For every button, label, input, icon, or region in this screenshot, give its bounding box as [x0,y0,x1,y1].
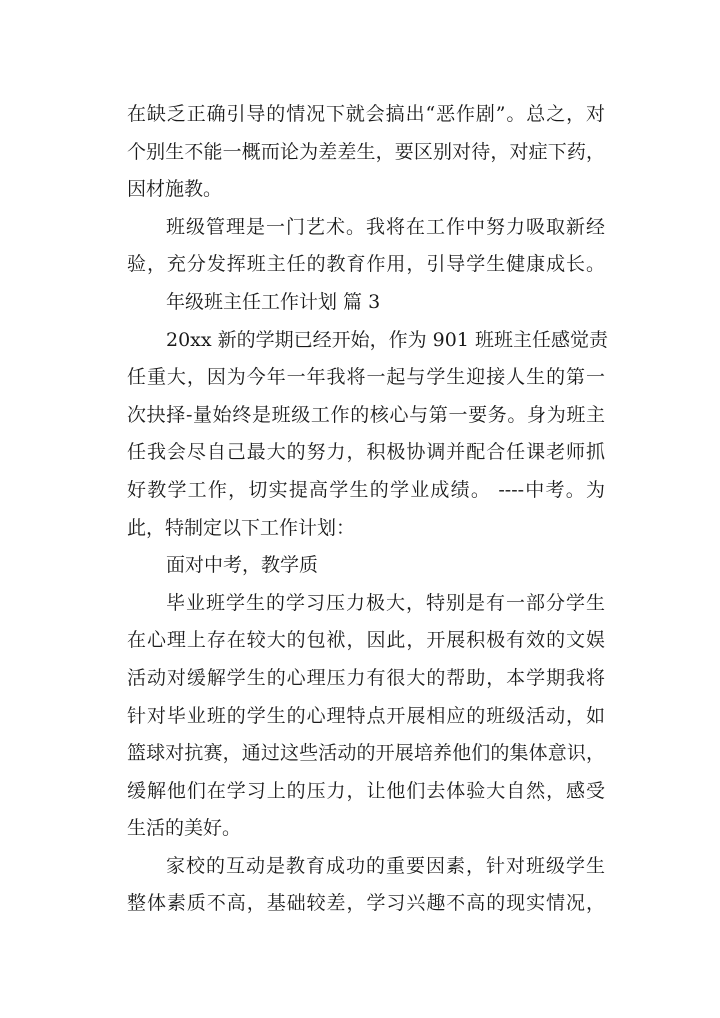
text-line: 此，特制定以下工作计划： [127,516,356,539]
text-line: 个别生不能一概而论为差差生，要区别对待，对症下药， [127,140,605,163]
text-line: 任重大，因为今年一年我将一起与学生迎接人生的第一 [127,366,605,389]
text-line: 面对中考，教学质 [166,554,319,577]
text-line: 在缺乏正确引导的情况下就会搞出“恶作剧”。总之，对 [127,103,605,125]
text-line: 篮球对抗赛，通过这些活动的开展培养他们的集体意识， [127,742,605,765]
text-line: 验，充分发挥班主任的教育作用，引导学生健康成长。 [127,253,605,276]
document-body [127,96,608,923]
text-line: 活动对缓解学生的心理压力有很大的帮助，本学期我将 [127,666,605,689]
text-line: 生活的美好。 [127,817,242,840]
text-line: 20xx 新的学期已经开始，作为 901 班班主任感觉责 [166,328,608,351]
text-line: 次抉择-量始终是班级工作的核心与第一要务。身为班主 [127,403,605,426]
text-line: 因材施教。 [127,178,223,201]
text-line: 缓解他们在学习上的压力，让他们去体验大自然，感受 [127,779,605,802]
text-line: 家校的互动是教育成功的重要因素，针对班级学生 [166,854,605,877]
text-line: 好教学工作，切实提高学生的学业成绩。 ----中考。为 [127,478,605,501]
text-line: 整体素质不高，基础较差，学习兴趣不高的现实情况， [127,892,605,915]
text-line: 班级管理是一门艺术。我将在工作中努力吸取新经 [166,215,605,238]
section-heading: 年级班主任工作计划 篇 3 [166,290,381,313]
text-line: 针对毕业班的学生的心理特点开展相应的班级活动，如 [127,704,605,727]
text-line: 任我会尽自己最大的努力，积极协调并配合任课老师抓 [127,441,605,464]
text-line: 毕业班学生的学习压力极大，特别是有一部分学生 [166,591,605,614]
text-line: 在心理上存在较大的包袱，因此，开展积极有效的文娱 [127,629,605,652]
